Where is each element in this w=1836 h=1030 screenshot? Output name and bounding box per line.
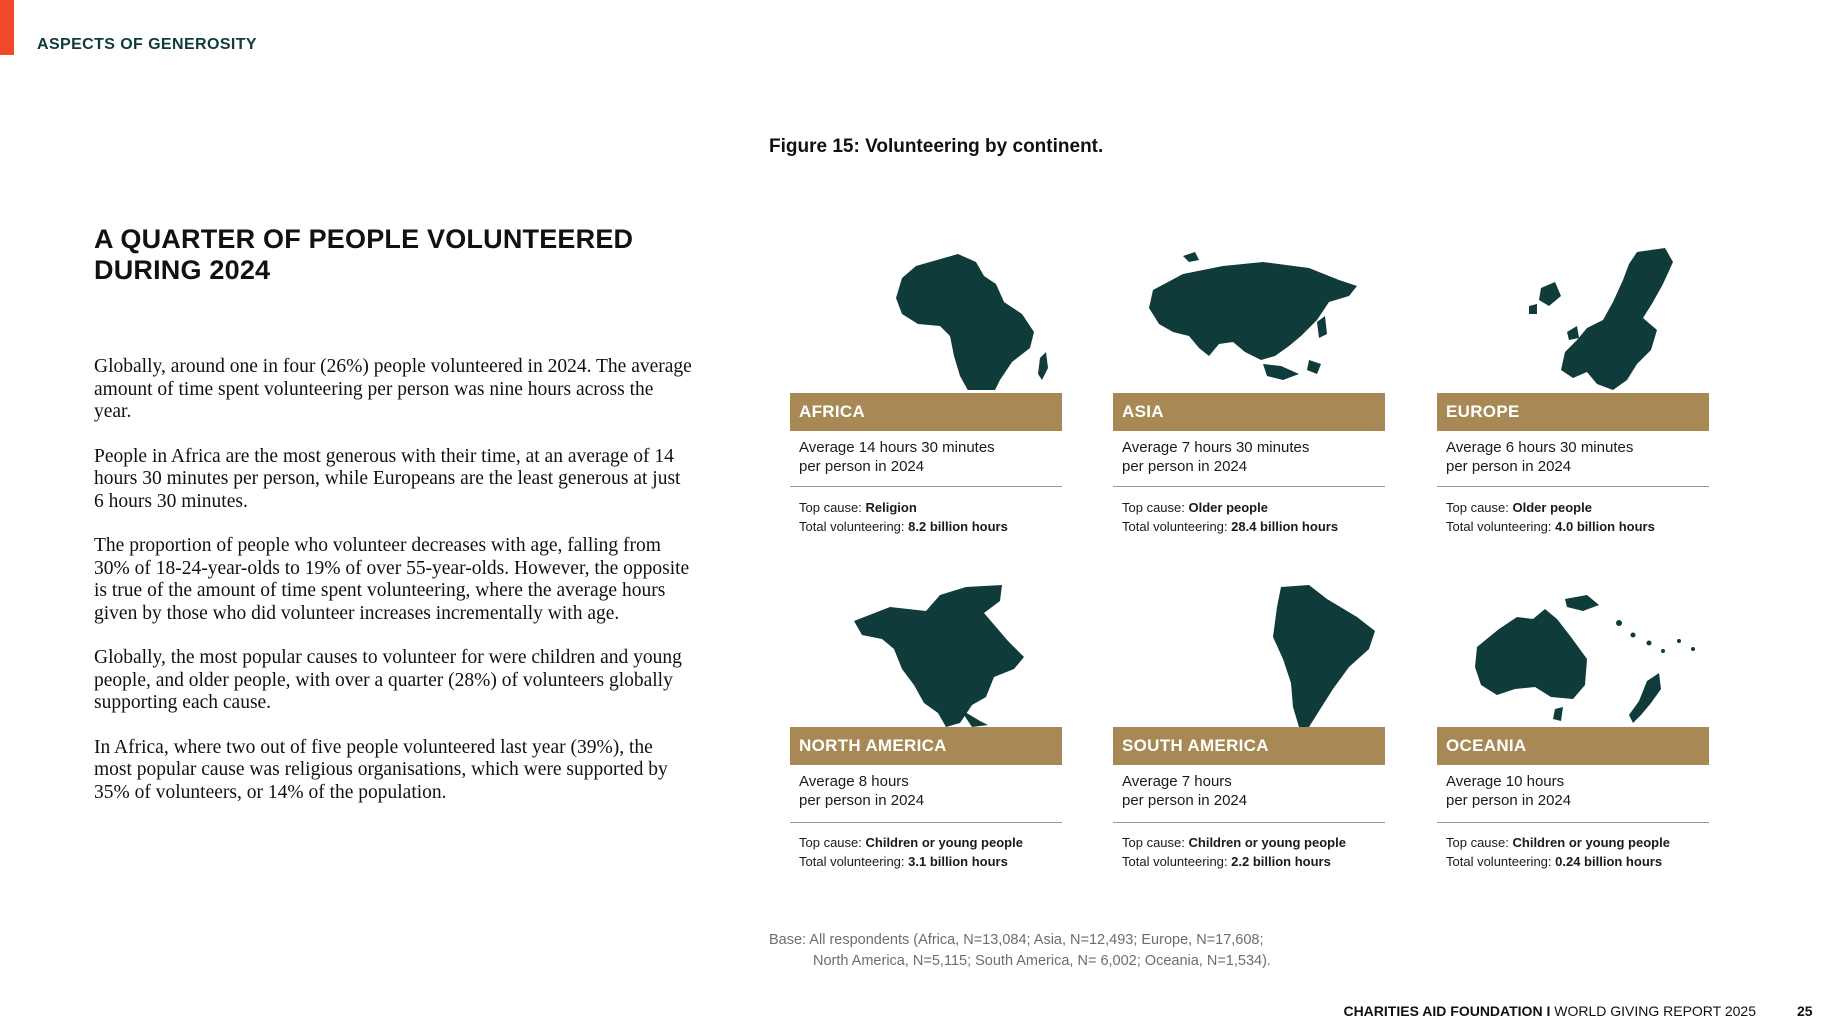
average-line: Average 7 hours [1122, 773, 1232, 790]
top-cause-label: Top cause: [1122, 500, 1185, 515]
base-note-line: North America, N=5,115; South America, N= 6,002; Oceania, N=1,534). [813, 953, 1271, 969]
divider [790, 822, 1062, 823]
total-value: 2.2 billion hours [1231, 854, 1331, 869]
section-label: ASPECTS OF GENEROSITY [37, 36, 257, 53]
top-cause-label: Top cause: [1446, 500, 1509, 515]
continent-name: AFRICA [799, 402, 866, 421]
average-line: per person in 2024 [799, 458, 925, 475]
total-value: 0.24 billion hours [1555, 854, 1663, 869]
average-hours [799, 438, 1059, 476]
paragraph: People in Africa are the most generous with their time, at an average of 14 hours 30 minutes per person, while Europeans are the least generous at just 6 hours 30 minutes. [94, 445, 681, 512]
south-america-map-icon [1113, 577, 1385, 727]
europe-map-icon [1437, 240, 1709, 390]
top-cause-value: Religion [865, 500, 917, 515]
average-line: Average 14 hours 30 minutes [799, 439, 995, 456]
continent-name: OCEANIA [1446, 736, 1527, 755]
average-hours [1446, 772, 1706, 810]
accent-bar [0, 0, 14, 55]
divider [1437, 486, 1709, 487]
paragraph: In Africa, where two out of five people volunteered last year (39%), the most popular cause was religious organisations, which were supported by 35% of volunteers, or 14% of the population. [94, 736, 668, 803]
total-value: 8.2 billion hours [908, 519, 1008, 534]
oceania-map-icon [1437, 577, 1709, 727]
continent-label-bar [1113, 393, 1385, 431]
average-line: per person in 2024 [1122, 458, 1248, 475]
cause-summary [1122, 498, 1384, 536]
average-line: Average 10 hours [1446, 773, 1565, 790]
divider [1437, 822, 1709, 823]
footer [1343, 1003, 1756, 1019]
footer-org: CHARITIES AID FOUNDATION I [1343, 1003, 1551, 1019]
total-value: 3.1 billion hours [908, 854, 1008, 869]
total-label: Total volunteering: [799, 519, 905, 534]
paragraph: Globally, around one in four (26%) people volunteered in 2024. The average amount of time spent volunteering per person was nine hours across the year. [94, 356, 692, 422]
africa-map-icon [790, 240, 1062, 390]
continent-name: SOUTH AMERICA [1122, 736, 1269, 755]
average-line: per person in 2024 [799, 792, 925, 809]
headline: A QUARTER OF PEOPLE VOLUNTEERED DURING 2024 [94, 224, 634, 285]
body-text [94, 356, 694, 826]
total-label: Total volunteering: [1122, 519, 1228, 534]
paragraph: Globally, the most popular causes to volunteer for were children and young people, and older people, with over a quarter (28%) of volunteers globally supporting each cause. [94, 647, 682, 713]
average-line: per person in 2024 [1446, 792, 1572, 809]
average-line: Average 8 hours [799, 773, 909, 790]
top-cause-value: Children or young people [1512, 835, 1670, 850]
average-hours [1122, 438, 1382, 476]
average-line: Average 6 hours 30 minutes [1446, 439, 1634, 456]
paragraph: The proportion of people who volunteer decreases with age, falling from 30% of 18-24-year-olds to 19% of over 55-year-olds. However, the opposite is true of the amount of time spent volunteering, where the average hours given by those who did volunteer increases incrementally with age. [94, 535, 690, 624]
cause-summary [799, 498, 1061, 536]
divider [1113, 486, 1385, 487]
page-number: 25 [1797, 1003, 1813, 1019]
total-value: 4.0 billion hours [1555, 519, 1655, 534]
continent-label-bar [1113, 727, 1385, 765]
cause-summary [799, 833, 1061, 871]
top-cause-value: Children or young people [1188, 835, 1346, 850]
cause-summary [1122, 833, 1384, 871]
total-label: Total volunteering: [1446, 854, 1552, 869]
continent-name: ASIA [1122, 402, 1164, 421]
base-note-line: Base: All respondents (Africa, N=13,084; Asia, N=12,493; Europe, N=17,608; [769, 932, 1264, 948]
average-hours [1446, 438, 1706, 476]
figure-title: Figure 15: Volunteering by continent. [769, 136, 1104, 157]
top-cause-value: Children or young people [865, 835, 1023, 850]
total-label: Total volunteering: [1122, 854, 1228, 869]
cause-summary [1446, 498, 1708, 536]
total-label: Total volunteering: [1446, 519, 1552, 534]
footer-report: WORLD GIVING REPORT 2025 [1554, 1003, 1756, 1019]
base-note [769, 930, 1469, 972]
continent-label-bar [790, 393, 1062, 431]
top-cause-label: Top cause: [1122, 835, 1185, 850]
top-cause-label: Top cause: [1446, 835, 1509, 850]
average-hours [1122, 772, 1382, 810]
total-label: Total volunteering: [799, 854, 905, 869]
top-cause-label: Top cause: [799, 500, 862, 515]
divider [1113, 822, 1385, 823]
continent-label-bar [1437, 727, 1709, 765]
continent-name: EUROPE [1446, 402, 1520, 421]
average-line: Average 7 hours 30 minutes [1122, 439, 1310, 456]
cause-summary [1446, 833, 1708, 871]
continent-label-bar [1437, 393, 1709, 431]
average-hours [799, 772, 1059, 810]
continent-name: NORTH AMERICA [799, 736, 947, 755]
top-cause-value: Older people [1512, 500, 1592, 515]
top-cause-label: Top cause: [799, 835, 862, 850]
top-cause-value: Older people [1188, 500, 1268, 515]
continent-label-bar [790, 727, 1062, 765]
asia-map-icon [1113, 240, 1385, 390]
average-line: per person in 2024 [1122, 792, 1248, 809]
average-line: per person in 2024 [1446, 458, 1572, 475]
north-america-map-icon [790, 577, 1062, 727]
divider [790, 486, 1062, 487]
total-value: 28.4 billion hours [1231, 519, 1339, 534]
